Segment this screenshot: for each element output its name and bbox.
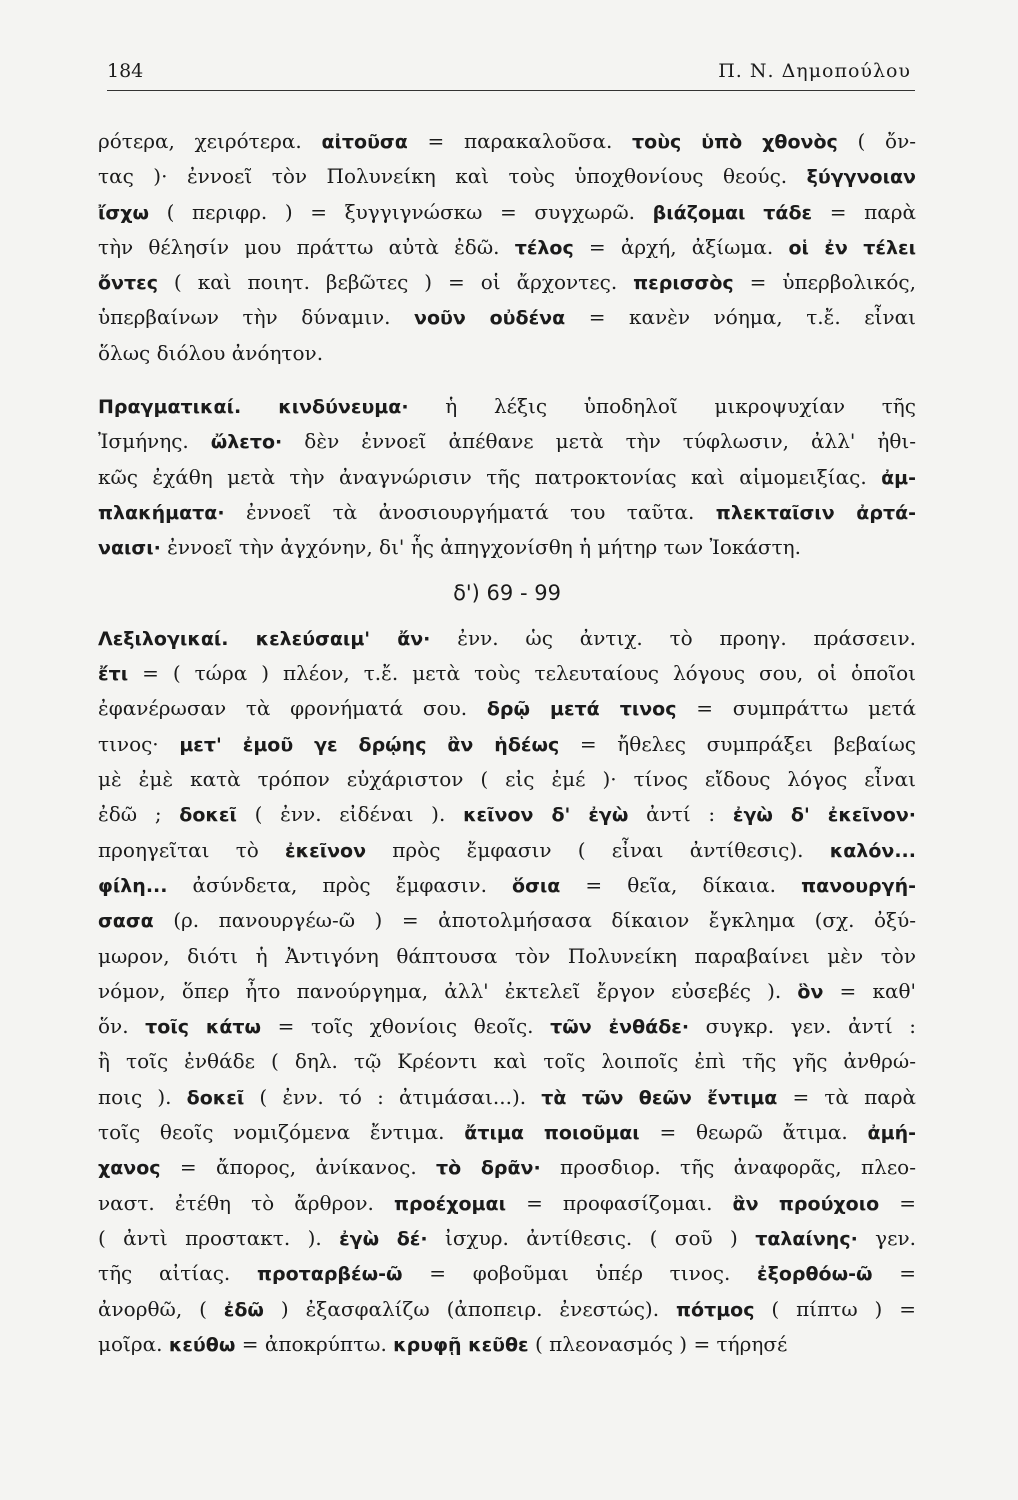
text-line: ὅλως διόλου ἀνόητον.	[98, 340, 324, 365]
text-line: Πραγματικαί. κινδύνευμα· ἡ λέξις ὑποδηλοῖ μικροψυχίαν τῆς	[98, 394, 916, 419]
text-line: ὑπερβαίνων τὴν δύναμιν. νοῦν οὐδένα = κανὲν νόημα, τ.ἔ. εἶναι	[98, 305, 916, 330]
text-line: Λεξιλογικαί. κελεύσαιμ' ἄν· ἐνν. ὡς ἀντιχ. τὸ προηγ. πράσσειν.	[98, 625, 916, 650]
text-line: φίλη... ἀσύνδετα, πρὸς ἔμφασιν. ὅσια = θεῖα, δίκαια. πανουργή-	[98, 872, 916, 897]
text-line: χανος = ἄπορος, ἀνίκανος. τὸ δρᾶν· προσδιορ. τῆς ἀναφορᾶς, πλεο-	[98, 1155, 916, 1180]
text-line: τινος· μετ' ἐμοῦ γε δρῴης ἂν ἡδέως = ἤθελες συμπράξει βεβαίως	[98, 731, 916, 756]
page-body	[98, 124, 916, 1362]
text-line: ὅν. τοῖς κάτω = τοῖς χθονίοις θεοῖς. τῶν ἐνθάδε· συγκρ. γεν. ἀντί :	[98, 1014, 916, 1039]
text-line: μοῖρα. κεύθω = ἀποκρύπτω. κρυφῇ κεῦθε ( πλεονασμός ) = τήρησέ	[98, 1331, 788, 1356]
text-line: ρότερα, χειρότερα. αἰτοῦσα = παρακαλοῦσα. τοὺς ὑπὸ χθονὸς ( ὄν-	[98, 129, 916, 153]
text-line: ἐφανέρωσαν τὰ φρονήματά σου. δρῷ μετά τινος = συμπράττω μετά	[98, 696, 916, 721]
paragraph-2	[98, 389, 916, 565]
text-line: ἐδῶ ; δοκεῖ ( ἐνν. εἰδέναι ). κεῖνον δ' ἐγὼ ἀντί : ἐγὼ δ' ἐκεῖνον·	[98, 802, 916, 827]
text-line: ἀνορθῶ, ( ἐδῶ ) ἐξασφαλίζω (ἀποπειρ. ἐνεστώς). πότμος ( πίπτω ) =	[98, 1296, 916, 1321]
text-line: ἢ τοῖς ἐνθάδε ( δηλ. τῷ Κρέοντι καὶ τοῖς λοιποῖς ἐπὶ τῆς γῆς ἀνθρώ-	[98, 1049, 916, 1074]
text-line: ναστ. ἐτέθη τὸ ἄρθρον. προέχομαι = προφασίζομαι. ἂν προύχοιο =	[98, 1190, 916, 1215]
section-heading: δ') 69 - 99	[453, 580, 561, 605]
text-line: μωρον, διότι ἡ Ἀντιγόνη θάπτουσα τὸν Πολυνείκη παραβαίνει μὲν τὸν	[98, 943, 916, 968]
text-line: τῆς αἰτίας. προταρβέω-ῶ = φοβοῦμαι ὑπέρ τινος. ἐξορθόω-ῶ =	[98, 1261, 916, 1286]
text-line: τοῖς θεοῖς νομιζόμενα ἔντιμα. ἄτιμα ποιοῦμαι = θεωρῶ ἄτιμα. ἀμή-	[98, 1120, 916, 1145]
text-line: ἔτι = ( τώρα ) πλέον, τ.ἔ. μετὰ τοὺς τελευταίους λόγους σου, οἱ ὁποῖοι	[98, 661, 916, 686]
text-line: Ἰσμήνης. ὤλετο· δὲν ἐννοεῖ ἀπέθανε μετὰ τὴν τύφλωσιν, ἀλλ' ἠθι-	[98, 429, 916, 454]
page-number: 184	[107, 60, 144, 82]
text-line: ποις ). δοκεῖ ( ἐνν. τό : ἀτιμάσαι...). τὰ τῶν θεῶν ἔντιμα = τὰ παρὰ	[98, 1084, 916, 1109]
text-line: ἴσχω ( περιφρ. ) = ξυγγιγνώσκω = συγχωρῶ. βιάζομαι τάδε = παρὰ	[98, 199, 916, 224]
text-line: πλακήματα· ἐννοεῖ τὰ ἀνοσιουργήματά του ταῦτα. πλεκταῖσιν ἀρτά-	[98, 499, 916, 524]
text-line: μὲ ἐμὲ κατὰ τρόπον εὐχάριστον ( εἰς ἐμέ )· τίνος εἴδους λόγος εἶναι	[98, 767, 916, 792]
text-line: τας )· ἐννοεῖ τὸν Πολυνείκη καὶ τοὺς ὑποχθονίους θεούς. ξύγγνοιαν	[98, 164, 916, 189]
text-line: τὴν θέλησίν μου πράττω αὐτὰ ἐδῶ. τέλος = ἀρχή, ἀξίωμα. οἱ ἐν τέλει	[98, 234, 916, 259]
text-line: κῶς ἐχάθη μετὰ τὴν ἀναγνώρισιν τῆς πατροκτονίας καὶ αἱμομειξίας. ἀμ-	[98, 464, 916, 489]
running-head: Π. Ν. Δημοπούλου	[718, 60, 911, 82]
text-line: ὄντες ( καὶ ποιητ. βεβῶτες ) = οἱ ἄρχοντες. περισσὸς = ὑπερβολικός,	[98, 270, 916, 295]
paragraph-1	[98, 124, 916, 371]
text-line: ναισι· ἐννοεῖ τὴν ἀγχόνην, δι' ἧς ἀπηγχονίσθη ἡ μήτηρ των Ἰοκάστη.	[98, 535, 801, 560]
paragraph-3	[98, 621, 916, 1362]
text-line: νόμον, ὅπερ ἦτο πανούργημα, ἀλλ' ἐκτελεῖ ἔργον εὐσεβές ). ὃν = καθ'	[98, 978, 916, 1003]
text-line: σασα (ρ. πανουργέω-ῶ ) = ἀποτολμήσασα δίκαιον ἔγκλημα (σχ. ὀξύ-	[98, 908, 916, 933]
text-line: προηγεῖται τὸ ἐκεῖνον πρὸς ἔμφασιν ( εἶναι ἀντίθεσις). καλόν...	[98, 837, 916, 862]
page-header	[107, 48, 915, 91]
text-line: ( ἀντὶ προστακτ. ). ἐγὼ δέ· ἰσχυρ. ἀντίθεσις. ( σοῦ ) ταλαίνης· γεν.	[98, 1225, 916, 1250]
